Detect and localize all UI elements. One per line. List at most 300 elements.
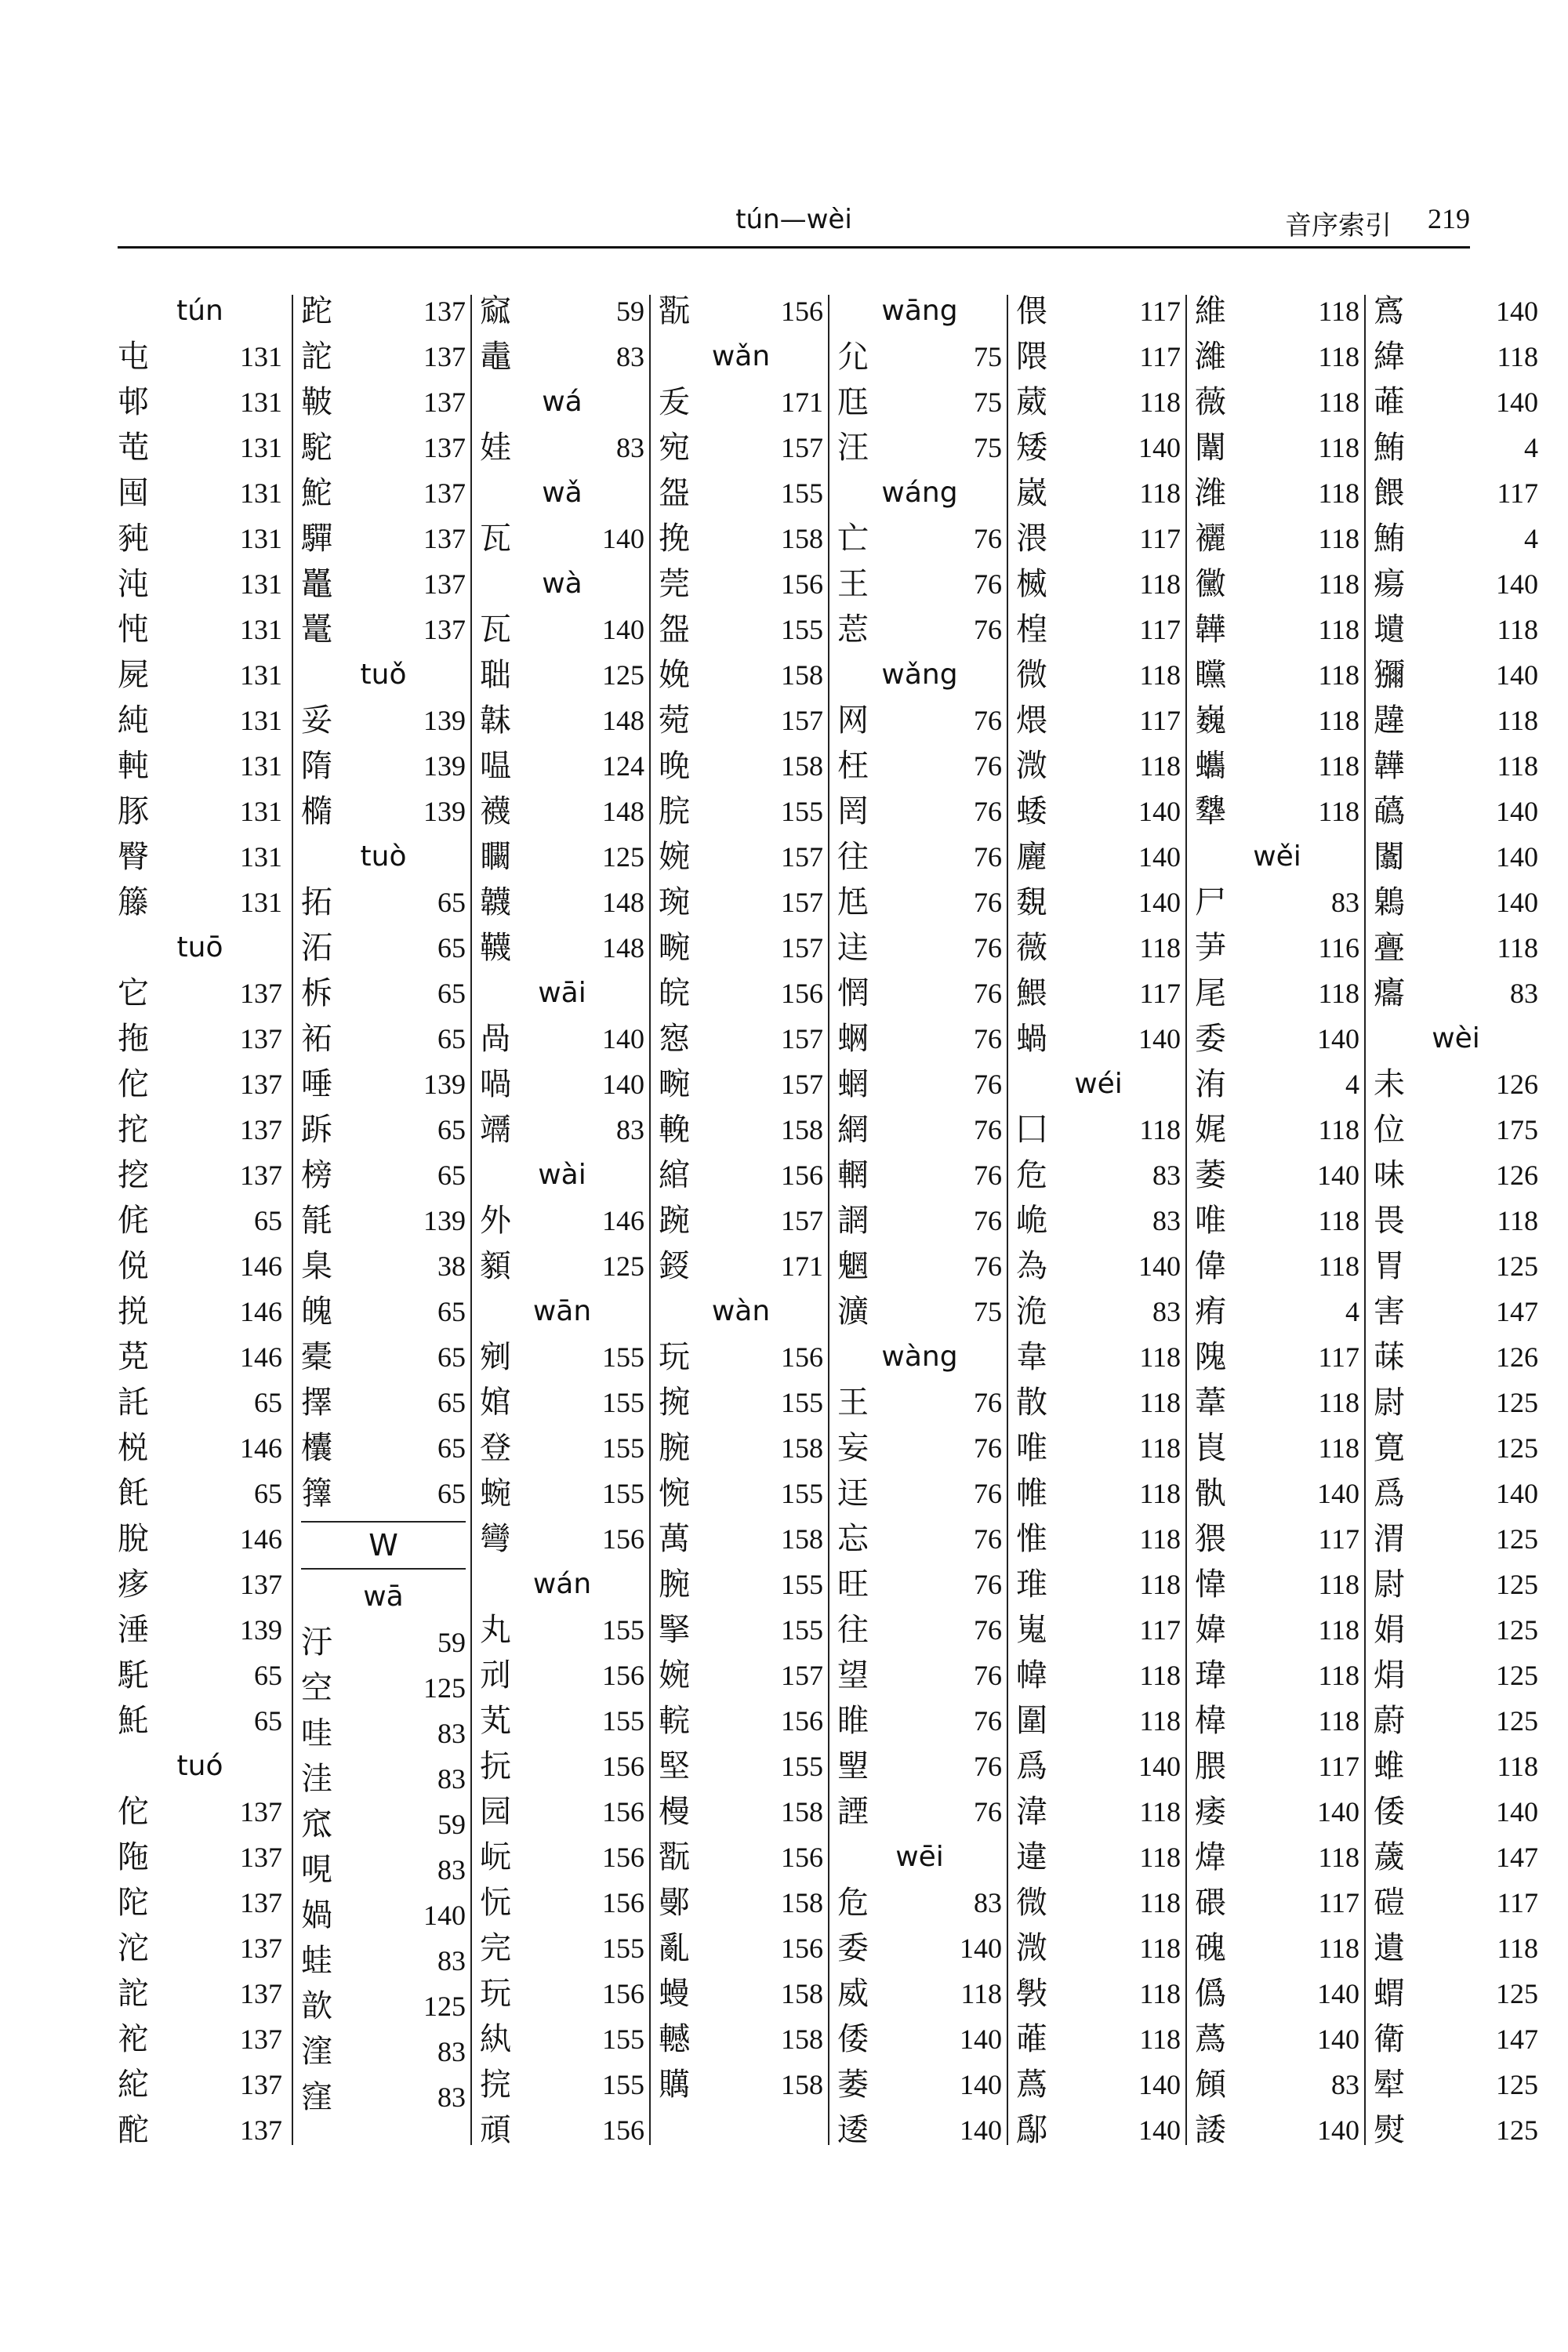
entry-character: 熨 [1374, 2112, 1405, 2148]
entry-page-number: 83 [437, 1854, 466, 1886]
entry-page-number: 117 [1139, 523, 1181, 554]
entry-character: 犚 [1374, 2067, 1405, 2103]
index-entry [659, 1107, 823, 1152]
entry-character: 廲 [1016, 839, 1047, 875]
entry-page-number: 156 [781, 568, 823, 600]
entry-character: 鼍 [301, 612, 332, 648]
entry-page-number: 76 [974, 1387, 1002, 1418]
entry-page-number: 157 [781, 1660, 823, 1691]
index-entry [659, 1926, 823, 1971]
index-entry [659, 1380, 823, 1425]
entry-page-number: 76 [974, 1023, 1002, 1054]
entry-page-number: 157 [781, 887, 823, 918]
index-entry [1374, 743, 1538, 789]
entry-character: 枉 [837, 748, 869, 784]
entry-page-number: 137 [240, 978, 282, 1009]
index-entry [480, 289, 644, 334]
index-entry [1195, 1516, 1359, 1562]
entry-character: 湋 [1016, 1794, 1047, 1830]
entry-character: 為 [1016, 1248, 1047, 1284]
entry-page-number: 118 [1318, 568, 1359, 600]
index-entry [1016, 2016, 1181, 2062]
index-entry [1374, 607, 1538, 652]
index-entry [1195, 1562, 1359, 1607]
entry-page-number: 156 [781, 1160, 823, 1191]
index-entry [1195, 379, 1359, 425]
index-entry [1195, 1062, 1359, 1107]
entry-character: 翫 [659, 1839, 690, 1875]
index-entry [480, 425, 644, 470]
entry-character: 佗 [118, 1066, 149, 1102]
pinyin-heading: wèi [1432, 1022, 1480, 1054]
index-column [480, 289, 644, 2154]
index-entry [837, 1653, 1002, 1698]
entry-character: 瓦 [480, 612, 511, 648]
entry-page-number: 140 [602, 614, 644, 645]
entry-character: 芛 [1195, 930, 1226, 966]
index-entry [1374, 1334, 1538, 1380]
entry-page-number: 118 [1139, 1660, 1181, 1691]
entry-page-number: 118 [1497, 341, 1538, 372]
index-entry [837, 1062, 1002, 1107]
entry-page-number: 76 [974, 887, 1002, 918]
entry-character: 矘 [1195, 657, 1226, 693]
entry-page-number: 140 [960, 1933, 1002, 1964]
entry-character: 鮪 [1374, 521, 1405, 557]
index-entry [118, 1016, 282, 1062]
entry-page-number: 140 [1317, 2024, 1359, 2055]
entry-character: 掔 [659, 1612, 690, 1648]
entry-character: 喎 [480, 1066, 511, 1102]
entry-page-number: 155 [602, 1478, 644, 1509]
entry-page-number: 126 [1496, 1160, 1538, 1191]
index-entry [301, 698, 466, 743]
index-entry [1195, 1789, 1359, 1835]
entry-page-number: 125 [602, 841, 644, 873]
entry-character: 痿 [1195, 1794, 1226, 1830]
index-entry [301, 1802, 466, 1847]
index-entry [301, 1847, 466, 1893]
index-entry [837, 1425, 1002, 1471]
entry-page-number: 118 [1139, 1887, 1181, 1918]
entry-page-number: 131 [240, 341, 282, 372]
entry-page-number: 117 [1139, 1614, 1181, 1646]
index-entry [1374, 425, 1538, 470]
entry-page-number: 155 [602, 2069, 644, 2100]
index-entry [1195, 1880, 1359, 1926]
index-entry [1195, 1744, 1359, 1789]
entry-character: 袉 [118, 2021, 149, 2057]
pinyin-heading: wàng [881, 1341, 958, 1373]
index-entry [118, 1152, 282, 1198]
index-entry [1016, 561, 1181, 607]
index-entry [1195, 880, 1359, 925]
entry-page-number: 156 [602, 2114, 644, 2146]
entry-page-number: 83 [974, 1887, 1002, 1918]
index-entry [1374, 1926, 1538, 1971]
pinyin-heading: wǎ [542, 477, 583, 509]
entry-page-number: 146 [240, 1296, 282, 1327]
page-number: 219 [1428, 203, 1470, 234]
entry-page-number: 65 [437, 932, 466, 964]
entry-page-number: 76 [974, 1523, 1002, 1555]
entry-page-number: 131 [240, 432, 282, 463]
entry-page-number: 118 [1318, 432, 1359, 463]
entry-character: 屍 [118, 657, 149, 693]
index-entry [480, 880, 644, 925]
entry-character: 蔚 [1374, 1703, 1405, 1739]
index-entry [659, 425, 823, 470]
entry-page-number: 137 [240, 1887, 282, 1918]
index-entry [659, 516, 823, 561]
entry-character: 莣 [837, 612, 869, 648]
entry-page-number: 155 [781, 1387, 823, 1418]
index-column [1195, 289, 1359, 2154]
entry-page-number: 118 [1139, 1933, 1181, 1964]
entry-character: 堅 [659, 1748, 690, 1784]
entry-character: 癟 [1374, 975, 1405, 1011]
entry-page-number: 59 [616, 296, 644, 327]
entry-page-number: 137 [240, 1569, 282, 1600]
entry-page-number: 140 [602, 523, 644, 554]
entry-character: 洼 [301, 1761, 332, 1797]
index-entry [301, 1062, 466, 1107]
entry-character: 爲 [1016, 1748, 1047, 1784]
index-entry [1016, 1789, 1181, 1835]
entry-character: 未 [1374, 1066, 1405, 1102]
entry-page-number: 117 [1139, 705, 1181, 736]
entry-page-number: 117 [1318, 1341, 1359, 1373]
entry-character: 汪 [837, 430, 869, 466]
index-entry [301, 1665, 466, 1711]
entry-character: 沱 [118, 1930, 149, 1966]
entry-page-number: 155 [781, 477, 823, 509]
entry-character: 忨 [480, 1885, 511, 1921]
index-entry [1016, 1698, 1181, 1744]
entry-page-number: 158 [781, 1978, 823, 2009]
entry-page-number: 155 [781, 1614, 823, 1646]
index-entry [1374, 1107, 1538, 1152]
entry-character: 捖 [480, 2067, 511, 2103]
index-entry [118, 1698, 282, 1744]
index-entry [1195, 516, 1359, 561]
entry-page-number: 137 [240, 1160, 282, 1191]
entry-character: 鄬 [1016, 2112, 1047, 2148]
entry-character: 蘤 [1374, 793, 1405, 829]
entry-character: 誷 [837, 1203, 869, 1239]
entry-character: 亂 [659, 1930, 690, 1966]
index-entry [480, 516, 644, 561]
entry-character: 屯 [118, 339, 149, 375]
index-entry [1016, 652, 1181, 698]
entry-page-number: 140 [1317, 1796, 1359, 1828]
index-entry [301, 880, 466, 925]
entry-page-number: 65 [437, 1341, 466, 1373]
entry-character: 蔿 [1195, 2021, 1226, 2057]
entry-page-number: 117 [1139, 341, 1181, 372]
index-entry [301, 1425, 466, 1471]
entry-page-number: 118 [1318, 978, 1359, 1009]
entry-page-number: 131 [240, 705, 282, 736]
pinyin-heading: wǎng [881, 659, 958, 691]
entry-character: 踠 [659, 1203, 690, 1239]
entry-character: 完 [480, 1930, 511, 1966]
entry-character: 嗢 [480, 748, 511, 784]
entry-character: 臀 [118, 839, 149, 875]
entry-page-number: 137 [423, 387, 466, 418]
entry-character: 迋 [837, 1475, 869, 1512]
index-entry [118, 1380, 282, 1425]
entry-character: 韡 [1195, 612, 1226, 648]
entry-page-number: 65 [437, 1160, 466, 1191]
index-entry [659, 971, 823, 1016]
entry-character: 宛 [659, 430, 690, 466]
entry-page-number: 118 [1139, 1341, 1181, 1373]
index-entry [1016, 470, 1181, 516]
entry-character: 韤 [480, 884, 511, 920]
index-entry [837, 1789, 1002, 1835]
entry-character: 峗 [1016, 1203, 1047, 1239]
entry-character: 袥 [301, 1021, 332, 1057]
entry-character: 忳 [118, 612, 149, 648]
index-entry [1016, 379, 1181, 425]
entry-page-number: 125 [1496, 1250, 1538, 1282]
entry-character: 尣 [837, 339, 869, 375]
index-entry [301, 1243, 466, 1289]
entry-character: 維 [1195, 293, 1226, 329]
index-entry [480, 1653, 644, 1698]
index-entry [837, 1971, 1002, 2016]
entry-character: 萎 [837, 2067, 869, 2103]
index-column [1374, 289, 1538, 2154]
index-entry [659, 1516, 823, 1562]
entry-page-number: 140 [1496, 887, 1538, 918]
index-entry [480, 1835, 644, 1880]
entry-page-number: 157 [781, 1205, 823, 1236]
entry-character: 侻 [118, 1248, 149, 1284]
entry-page-number: 76 [974, 1569, 1002, 1600]
entry-page-number: 155 [602, 1387, 644, 1418]
index-entry [1016, 1471, 1181, 1516]
entry-character: 沌 [118, 566, 149, 602]
entry-character: 尫 [837, 384, 869, 420]
entry-page-number: 155 [781, 1751, 823, 1782]
entry-page-number: 140 [1496, 796, 1538, 827]
entry-character: 韋 [1016, 1339, 1047, 1375]
entry-character: 橐 [301, 1339, 332, 1375]
entry-character: 渨 [1016, 521, 1047, 557]
entry-character: 鞁 [301, 384, 332, 420]
entry-page-number: 140 [1138, 2069, 1181, 2100]
entry-page-number: 118 [1318, 705, 1359, 736]
entry-page-number: 118 [1139, 659, 1181, 691]
entry-page-number: 125 [423, 1672, 466, 1704]
entry-character: 溦 [1016, 1930, 1047, 1966]
entry-page-number: 117 [1318, 1887, 1359, 1918]
entry-page-number: 140 [960, 2114, 1002, 2146]
index-entry [1195, 334, 1359, 379]
index-entry [480, 834, 644, 880]
index-entry [301, 379, 466, 425]
index-entry [301, 1756, 466, 1802]
entry-character: 脫 [118, 1521, 149, 1557]
entry-page-number: 140 [1138, 887, 1181, 918]
entry-character: 蠵 [1195, 748, 1226, 784]
entry-page-number: 125 [1496, 2114, 1538, 2146]
index-entry [1374, 652, 1538, 698]
index-entry [118, 1107, 282, 1152]
index-entry [1016, 1107, 1181, 1152]
entry-page-number: 140 [1138, 796, 1181, 827]
entry-page-number: 65 [437, 1023, 466, 1054]
entry-character: 瑋 [1195, 1657, 1226, 1693]
entry-page-number: 75 [974, 432, 1002, 463]
entry-page-number: 76 [974, 1069, 1002, 1100]
entry-character: 窪 [301, 2079, 332, 2115]
index-entry [1374, 2107, 1538, 2153]
index-entry [301, 1938, 466, 1984]
entry-page-number: 76 [974, 705, 1002, 736]
entry-page-number: 156 [781, 1933, 823, 1964]
index-entry [1016, 1971, 1181, 2016]
entry-page-number: 140 [1317, 1978, 1359, 2009]
entry-character: 拕 [118, 1112, 149, 1148]
index-entry [1374, 1289, 1538, 1334]
index-entry [480, 1198, 644, 1243]
entry-page-number: 137 [240, 2069, 282, 2100]
entry-character: 闟 [1374, 839, 1405, 875]
index-entry [1195, 1471, 1359, 1516]
entry-character: 臬 [301, 1248, 332, 1284]
entry-page-number: 76 [974, 1114, 1002, 1145]
entry-page-number: 83 [1152, 1296, 1181, 1327]
index-entry [118, 1425, 282, 1471]
index-entry [301, 1471, 466, 1516]
entry-character: 腕 [659, 1566, 690, 1602]
entry-character: 黴 [1195, 566, 1226, 602]
entry-page-number: 146 [602, 1205, 644, 1236]
entry-character: 妄 [837, 1430, 869, 1466]
entry-page-number: 155 [781, 614, 823, 645]
entry-character: 惋 [659, 1475, 690, 1512]
index-entry [1016, 925, 1181, 971]
entry-page-number: 156 [781, 1705, 823, 1737]
index-entry [118, 1243, 282, 1289]
index-entry [837, 834, 1002, 880]
entry-page-number: 65 [254, 1478, 282, 1509]
entry-page-number: 137 [240, 1842, 282, 1873]
index-entry [1195, 1152, 1359, 1198]
index-entry [1195, 1334, 1359, 1380]
entry-character: 壝 [1374, 612, 1405, 648]
index-entry [659, 789, 823, 834]
index-entry [1016, 425, 1181, 470]
entry-character: 菀 [659, 702, 690, 739]
entry-page-number: 156 [602, 1978, 644, 2009]
entry-page-number: 118 [1497, 1751, 1538, 1782]
index-entry [480, 1425, 644, 1471]
entry-character: 聉 [480, 657, 511, 693]
entry-character: 薇 [1016, 930, 1047, 966]
entry-page-number: 131 [240, 387, 282, 418]
index-entry [1195, 971, 1359, 1016]
entry-page-number: 147 [1496, 1842, 1538, 1873]
entry-page-number: 76 [974, 1478, 1002, 1509]
entry-page-number: 155 [602, 2024, 644, 2055]
entry-character: 崴 [1016, 475, 1047, 511]
index-entry [480, 789, 644, 834]
entry-character: 忘 [837, 1521, 869, 1557]
index-entry [118, 1198, 282, 1243]
entry-page-number: 140 [1496, 568, 1538, 600]
index-entry [118, 743, 282, 789]
entry-character: 諲 [837, 1794, 869, 1830]
entry-page-number: 76 [974, 1432, 1002, 1464]
entry-page-number: 118 [1318, 796, 1359, 827]
entry-character: 陁 [118, 1839, 149, 1875]
entry-character: 僞 [1195, 1976, 1226, 2012]
index-entry [118, 1971, 282, 2016]
entry-page-number: 76 [974, 1205, 1002, 1236]
entry-page-number: 83 [1331, 2069, 1359, 2100]
entry-page-number: 125 [423, 1991, 466, 2022]
index-entry [301, 925, 466, 971]
entry-page-number: 155 [602, 1933, 644, 1964]
entry-page-number: 117 [1318, 1751, 1359, 1782]
index-entry [301, 789, 466, 834]
index-entry [1374, 1425, 1538, 1471]
entry-character: 洈 [1016, 1294, 1047, 1330]
entry-character: 痏 [1195, 1294, 1226, 1330]
index-entry [480, 1744, 644, 1789]
entry-page-number: 158 [781, 750, 823, 782]
entry-page-number: 137 [423, 568, 466, 600]
entry-page-number: 158 [781, 1432, 823, 1464]
entry-character: 衛 [1374, 2021, 1405, 2057]
index-entry [1374, 2062, 1538, 2107]
entry-page-number: 137 [240, 1978, 282, 2009]
entry-page-number: 118 [1139, 1478, 1181, 1509]
entry-character: 轗 [659, 2021, 690, 2057]
entry-character: 犩 [1195, 793, 1226, 829]
column-divider [1185, 295, 1187, 2145]
entry-page-number: 125 [602, 659, 644, 691]
entry-character: 娩 [659, 657, 690, 693]
entry-character: 葳 [1016, 384, 1047, 420]
entry-page-number: 146 [240, 1523, 282, 1555]
entry-character: 侂 [118, 1203, 149, 1239]
entry-page-number: 131 [240, 614, 282, 645]
index-entry [1016, 607, 1181, 652]
index-entry [118, 2107, 282, 2153]
entry-character: 蓶 [1016, 2021, 1047, 2057]
entry-page-number: 131 [240, 568, 282, 600]
index-entry [1016, 743, 1181, 789]
entry-character: 捥 [659, 1385, 690, 1421]
index-entry [1374, 1744, 1538, 1789]
entry-character: 韎 [480, 702, 511, 739]
index-entry [1195, 925, 1359, 971]
entry-page-number: 140 [960, 2024, 1002, 2055]
index-entry [1016, 1243, 1181, 1289]
entry-character: 蜼 [1374, 1748, 1405, 1784]
entry-character: 籜 [301, 1475, 332, 1512]
entry-page-number: 76 [974, 568, 1002, 600]
entry-page-number: 117 [1497, 477, 1538, 509]
index-entry [837, 1562, 1002, 1607]
index-entry [1016, 1835, 1181, 1880]
entry-page-number: 75 [974, 387, 1002, 418]
